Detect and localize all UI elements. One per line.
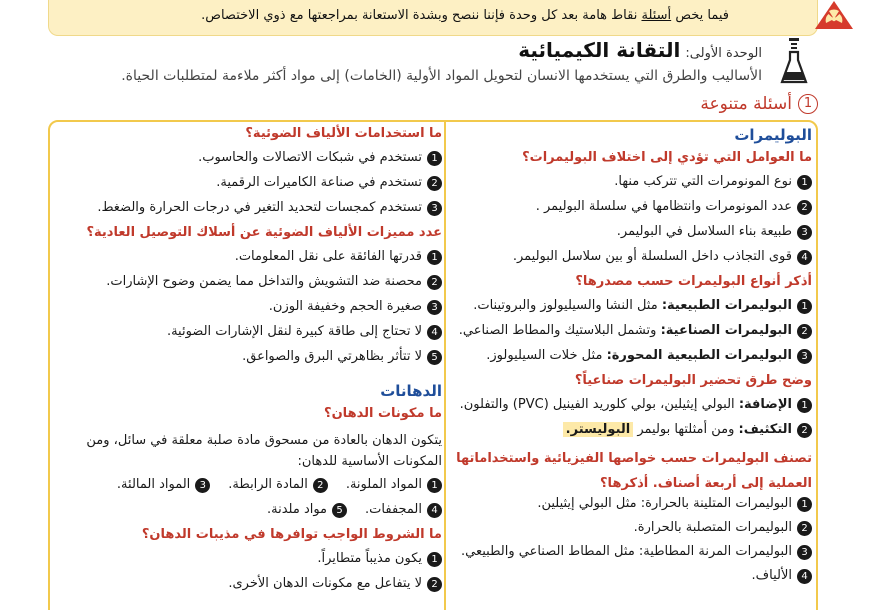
list-item: 2 تستخدم في صناعة الكاميرات الرقمية. (54, 175, 442, 200)
notice-banner (48, 0, 818, 36)
list-item: 3 البوليمرات المرنة المطاطية: مثل المطاط الصناعي والطبيعي. (444, 544, 812, 568)
list-item: 4 لا تحتاج إلى طاقة كبيرة لنقل الإشارات الضوئية. (54, 324, 442, 349)
inline-list (54, 502, 442, 527)
list-item: 3 البوليمرات الطبيعية المحورة: مثل خلات السيليولوز. (444, 348, 812, 373)
list-item: 3 طبيعة بناء السلاسل في البوليمر. (444, 224, 812, 249)
question: ما استخدامات الألياف الضوئية؟ (245, 126, 442, 141)
question: أذكر أنواع البوليمرات حسب مصدرها؟ (575, 274, 812, 289)
fiber-paints-column (54, 126, 442, 601)
question: ما مكونات الدهان؟ (324, 406, 442, 421)
unit-label: الوحدة الأولى: (685, 46, 762, 61)
section-heading (700, 94, 818, 114)
list-item: 2 عدد المونومرات وانتظامها في سلسلة البوليمر . (444, 199, 812, 224)
section-number: 1 (798, 94, 818, 114)
list-item: 2 البوليمرات الصناعية: وتشمل البلاستيك والمطاط الصناعي. (444, 323, 812, 348)
list-item: 2 محصنة ضد التشويش والتداخل مما يضمن وضوح الإشارات. (54, 274, 442, 299)
list-item: 2 المادة الرابطة. (228, 477, 328, 502)
radiation-hazard-icon (814, 0, 854, 30)
question: تصنف البوليمرات حسب خواصها الفيزيائية واستخداماتها العملية إلى أربعة أصناف. أذكرها؟ (456, 451, 812, 491)
notice-underlined: أسئلة (641, 8, 672, 23)
list-item: 4 الألياف. (444, 568, 812, 592)
list-item: 3 صغيرة الحجم وخفيفة الوزن. (54, 299, 442, 324)
question: وضح طرق تحضير البوليمرات صناعياً؟ (574, 373, 812, 388)
list-item: 5 مواد ملدنة. (267, 502, 347, 527)
flask-icon (780, 36, 808, 86)
highlighted-term: البوليستر. (563, 422, 634, 437)
list-item: 5 لا تتأثر بظاهرتي البرق والصواعق. (54, 349, 442, 374)
polymers-heading: البوليمرات (734, 126, 812, 144)
list-item: 1 المواد الملونة. (346, 477, 442, 502)
list-item: 2 لا يتفاعل مع مكونات الدهان الأخرى. (54, 576, 442, 601)
paints-heading: الدهانات (380, 382, 442, 400)
unit-title: التقانة الكيميائية (518, 38, 681, 62)
question: ما الشروط الواجب توافرها في مذيبات الدهان؟ (141, 526, 442, 542)
unit-description: الأساليب والطرق التي يستخدمها الانسان لتحويل المواد الأولية (الخامات) إلى مواد أكثر ملاءمة لمتطلبات الحياة. (121, 68, 762, 84)
list-item: 2 البوليمرات المتصلبة بالحرارة. (444, 520, 812, 544)
list-item: 1 تستخدم في شبكات الاتصالات والحاسوب. (54, 150, 442, 175)
list-item: 4 المجففات. (365, 502, 442, 527)
list-item: 1 قدرتها الفائقة على نقل المعلومات. (54, 249, 442, 274)
polymers-column (444, 126, 812, 592)
section-title: أسئلة متنوعة (700, 94, 792, 114)
list-item: 1 يكون مذيباً متطايراً. (54, 551, 442, 576)
list-item: 2 التكثيف: ومن أمثلتها بوليمر البوليستر. (444, 422, 812, 447)
list-item: 1 نوع المونومرات التي تتركب منها. (444, 174, 812, 199)
list-item: 3 تستخدم كمجسات لتحديد التغير في درجات الحرارة والضغط. (54, 200, 442, 225)
paragraph: يتكون الدهان بالعادة من مسحوق مادة صلبة معلقة في سائل، ومن المكونات الأساسية للدهان: (86, 433, 442, 470)
list-item: 3 المواد المالئة. (117, 477, 210, 502)
list-item: 1 البوليمرات الطبيعية: مثل النشا والسيليولوز والبروتينات. (444, 298, 812, 323)
notice-text: فيما يخص أسئلة نقاط هامة بعد كل وحدة فإننا ننصح وبشدة الاستعانة بمراجعتها مع ذوي الاختصاص. (201, 8, 729, 23)
list-item: 1 البوليمرات المتلينة بالحرارة: مثل البولي إيثيلين. (444, 496, 812, 520)
question: ما العوامل التي تؤدي إلى اختلاف البوليمرات؟ (522, 150, 812, 165)
list-item: 1 الإضافة: البولي إيثيلين، بولي كلوريد الفينيل (PVC) والتفلون. (444, 397, 812, 422)
unit-header (518, 38, 762, 62)
inline-list (54, 477, 442, 502)
question: عدد مميزات الألياف الضوئية عن أسلاك التوصيل العادية؟ (86, 225, 442, 240)
list-item: 4 قوى التجاذب داخل السلسلة أو بين سلاسل البوليمر. (444, 249, 812, 274)
